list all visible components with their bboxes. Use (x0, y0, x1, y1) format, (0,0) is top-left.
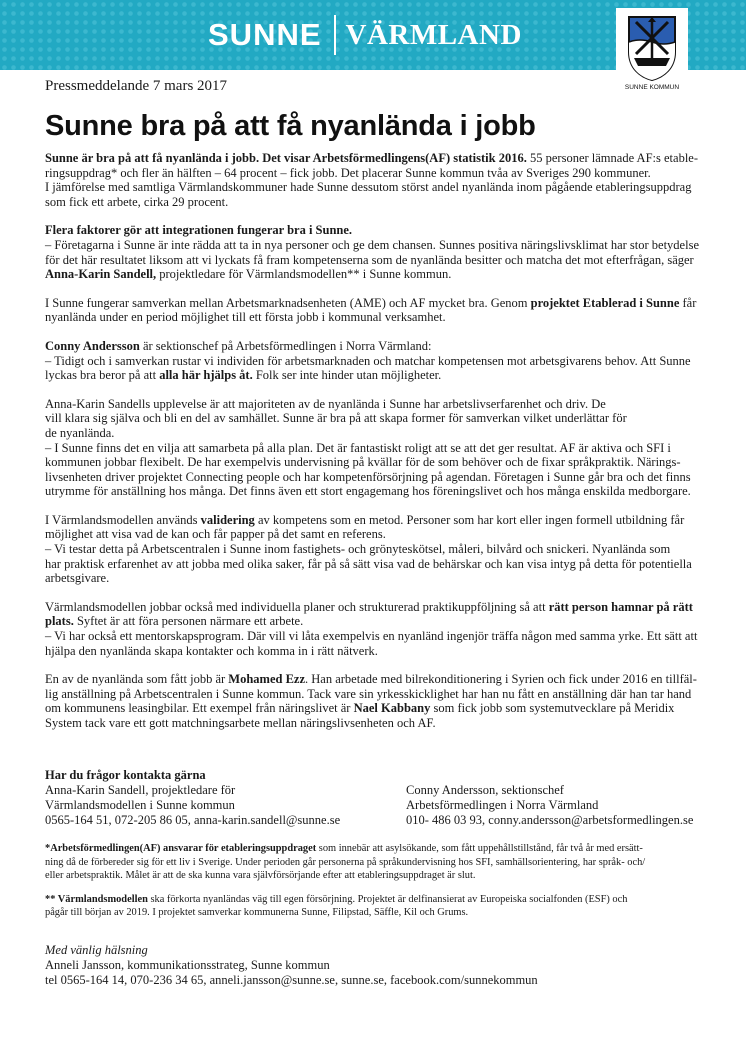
coat-of-arms-icon (626, 14, 678, 82)
paragraph-factors: Flera faktorer gör att integrationen fungerar bra i Sunne. – Företagarna i Sunne är inte rädda att ta in nya personer och ge dem chansen. Sunnes positiva näringslivsklimat har stor betydelse för det här resultatet liksom att vi lyckats få fram kompetenserna som de nyanlända besitter och matcha det mot efterfrågan, säger Anna-Karin Sandell, projektledare för Värmlandsmodellen** i Sunne kommun. (45, 223, 699, 282)
paragraph-validation: I Värmlandsmodellen används validering av kompetens som en metod. Personer som har kort eller ingen formell utbildning får möjlighet att visa vad de kan och får papper på det samt en referens. – Vi testar detta på Arbetscentralen i Sunne inom fastighets- och grönyteskötsel, måleri, bilvård och snickeri. Nyanlända som har praktisk erfarenhet av att jobba med olika saker, får på så sätt visa vad de behärskar och kan visa intyg på detta för potentiella arbetsgivare. (45, 512, 692, 586)
signature-contacts: tel 0565-164 14, 070-236 34 65, anneli.jansson@sunne.se, sunne.se, facebook.com/sunnekommun (45, 973, 538, 987)
lead-paragraph: Sunne är bra på att få nyanlända i jobb. Det visar Arbetsförmedlingens(AF) statistik 2016. 55 personer lämnade AF:s etable- ringsuppdrag* och fler än hälften – 64 procent – fick jobb. Det placerar Sunne kommun tvåa av Sveriges 290 kommuner. I jämförelse med samtliga Värmlandskommuner hade Sunne dessutom störst andel nyanlända inom pågående etableringsuppdrag som fick ett arbete, cirka 29 procent. (45, 151, 699, 209)
paragraph-experience: Anna-Karin Sandells upplevelse är att majoriteten av de nyanlända i Sunne har arbetslivserfarenhet och driv. De vill klara sig själva och bli en del av samhället. Sunne är bra på att skapa former för samverkan vilket underlättar för de nyanlända. – I Sunne finns det en vilja att samarbeta på alla plan. Det är fantastiskt roligt att se att det ger resultat. AF är aktiva och SFI i kommunen jobbar flexibelt. De har exempelvis undervisning på kvällar för de som behöver och de fixar språkpraktik. Närings- livsenheten driver projektet Connecting people och har kompetenförsörjning på agendan. Företagen i Sunne går bra och det finns utrymme för anställning hos många. Det finns även ett stort engagemang hos föreningslivet och hos många enskilda medborgare. (45, 396, 691, 499)
contact-conny: Conny Andersson, sektionschef Arbetsförmedlingen i Norra Värmland 010- 486 03 93, conny.andersson@arbetsformedlingen.se (406, 783, 694, 827)
paragraph-examples: En av de nyanlända som fått jobb är Mohamed Ezz. Han arbetade med bilrekonditionering i Syrien och fick under 2016 en tillfäl- lig anställning på Arbetscentralen i Sunne kommun. Tack vare sin yrkesskicklighet har han nu fått en anställning där han tar hand om kommunens leasingbilar. Ett exempel från näringslivet är Nael Kabbany som fick jobb som systemutvecklare på Meridix System tack vare ett gott matchningsarbete mellan näringslivsenheten och AF. (45, 672, 697, 730)
municipal-crest (616, 8, 688, 96)
brand-divider (334, 15, 336, 55)
greeting: Med vänlig hälsning (45, 943, 148, 957)
paragraph-cooperation: I Sunne fungerar samverkan mellan Arbetsmarknadsenheten (AME) och AF mycket bra. Genom projektet Etablerad i Sunne får nyanlända under en period möjlighet till ett första jobb i kommunal verksamhet. (45, 295, 697, 325)
section-heading: Flera faktorer gör att integrationen fungerar bra i Sunne. (45, 223, 353, 238)
lead-bold: Sunne är bra på att få nyanlända i jobb. Det visar Arbetsförmedlingens(AF) statistik 2016. (45, 151, 527, 165)
contact-anna-karin: Anna-Karin Sandell, projektledare för Värmlandsmodellen i Sunne kommun 0565-164 51, 072-205 86 05, anna-karin.sandell@sunne.se (45, 783, 341, 827)
footnote-etablering: *Arbetsförmedlingen(AF) ansvarar för etableringsuppdraget som innebär att asylsökande, som fått uppehållstillstånd, får två år med ersätt- ning då de förbereder sig för ett liv i Sverige. Under perioden går personerna på språkundervisning hos SFI, samhällsorientering, har språk- och/ eller arbetspraktik. Målet är att de ska kunna vara självförsörjande efter att etableringsuppdraget är slut. (45, 843, 646, 882)
contact-heading: Har du frågor kontakta gärna (45, 768, 206, 782)
paragraph-conny: Conny Andersson är sektionschef på Arbetsförmedlingen i Norra Värmland: – Tidigt och i samverkan rustar vi individen för arbetsmarknaden och matchar kompetensen mot arbetsgivarens behov. Att Sunne lyckas bra beror på att alla här hjälps åt. Folk ser inte hinder utan möjligheter. (45, 338, 691, 383)
footnote-varmlandsmodellen: ** Värmlandsmodellen ska förkorta nyanländas väg till egen försörjning. Projektet är delfinansierat av Europeiska socialfonden (ESF) och pågår till början av 2019. I projektet samverkar kommunerna Sunne, Filipstad, Säffle, Kil och Grums. (45, 893, 628, 919)
signature (45, 943, 538, 988)
brand-logo (208, 12, 522, 58)
article-body (45, 151, 705, 745)
contact-section (45, 768, 705, 828)
page-title: Sunne bra på att få nyanlända i jobb (45, 110, 536, 142)
brand-varmland: VÄRMLAND (345, 18, 522, 51)
brand-sunne: SUNNE (208, 17, 322, 52)
signature-name: Anneli Jansson, kommunikationsstrateg, Sunne kommun (45, 958, 330, 972)
crest-caption: SUNNE KOMMUN (624, 84, 680, 91)
paragraph-planning: Värmlandsmodellen jobbar också med individuella planer och strukturerad praktikuppföljning så att rätt person hamnar på rätt plats. Syftet är att föra personen närmare ett arbete. – Vi har också ett mentorskapsprogram. Där vill vi låta exempelvis en nyanländ ingenjör träffa någon med samma yrke. Ett sätt att hjälpa den nyanlända skapa kontakter och komma in i rätt nätverk. (45, 599, 698, 658)
footnotes (45, 842, 705, 930)
press-release-date: Pressmeddelande 7 mars 2017 (45, 78, 228, 94)
